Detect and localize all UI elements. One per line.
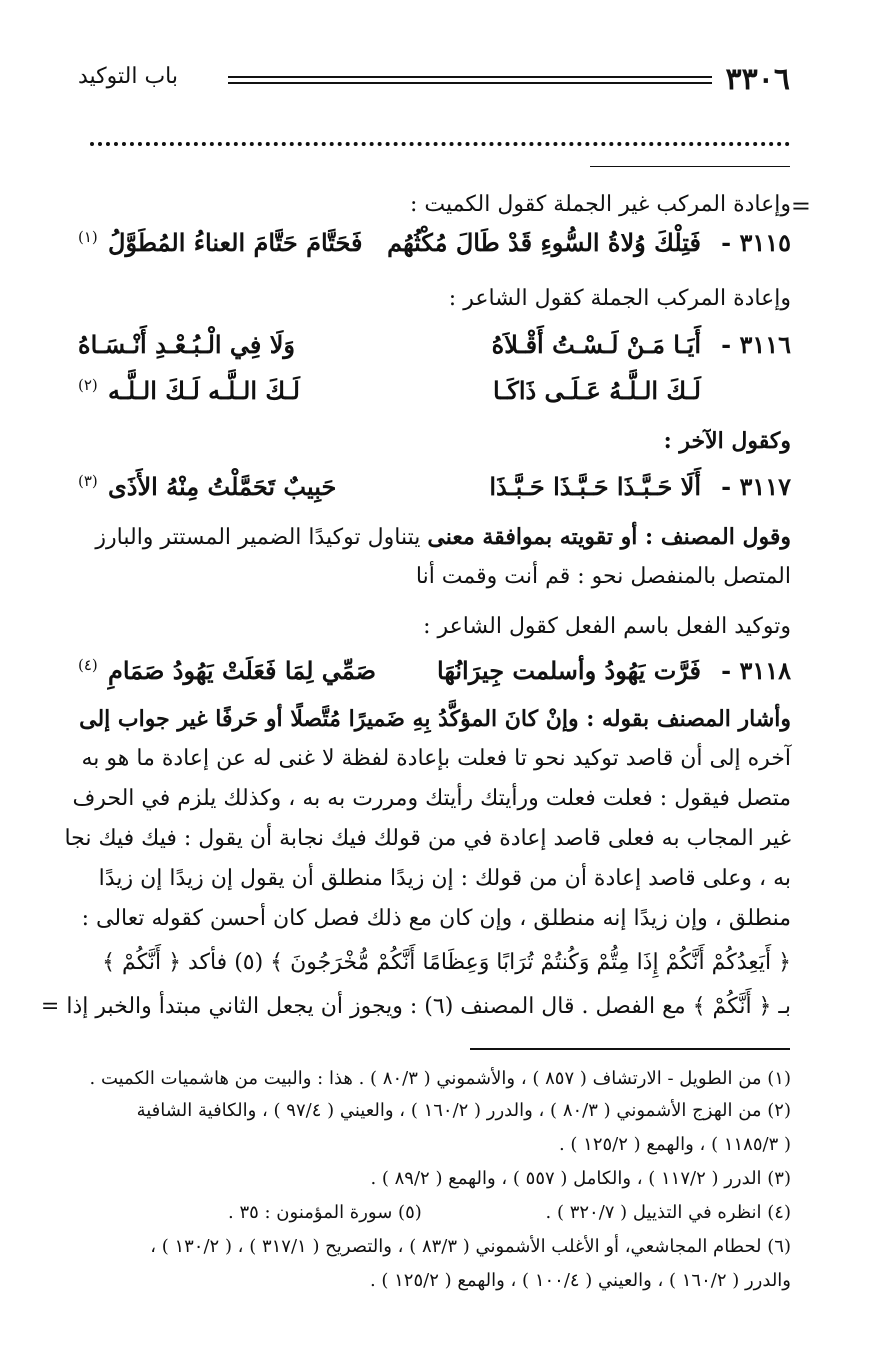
footnote-rule [470,1048,790,1050]
footnote: والدرر ( ١٦٠/٢ ) ، والعيني ( ١٠٠/٤ ) ، والهمع ( ١٢٥/٢ ) . [369,1270,791,1291]
verse-hemistich: لَـكَ الـلَّـه لَـكَ الـلَّـه [108,376,300,405]
footnote: ( ١١٨٥/٣ ) ، والهمع ( ١٢٥/٢ ) . [558,1134,791,1155]
footnote-ref: (١) [78,228,98,246]
section-rule [590,166,790,167]
text-line: وتوكيد الفعل باسم الفعل كقول الشاعر : [423,614,791,639]
footnote: (٢) من الهزج الأشموني ( ٨٠/٣ ) ، والدرر ( ١٦٠/٢ ) ، والعيني ( ٩٧/٤ ) ، والكافية الشافية [136,1100,791,1121]
dotted-separator [90,142,790,146]
footnote-ref: (٤) [78,656,98,674]
verse-hemistich: فَتِلْكَ وُلاةُ السُّوءِ قَدْ طَالَ مُكْثُهُم [387,228,701,257]
verse-3116 [78,330,791,366]
text-line: بـ ﴿ أَنَّكُمْ ﴾ مع الفصل . قال المصنف (٦) : ويجوز أن يجعل الثاني مبتدأ والخبر إذا = [40,994,791,1019]
running-head [78,62,790,102]
verse-3117 [78,472,791,508]
text-line: وإعادة المركب الجملة كقول الشاعر : [448,286,791,311]
text-line: وإعادة المركب غير الجملة كقول الكميت : [410,192,791,217]
verse-hemistich: وَلَا فِي الْـبُـعْـدِ أَنْـسَـاهُ [78,330,296,359]
author-quote: وقول المصنف : أو تقويته بموافقة معنى [427,524,791,550]
verse-hemistich: حَبِيبٌ تَحَمَّلْتُ مِنْهُ الأَذَى [108,472,337,501]
header-rule [228,82,712,84]
text-line: المتصل بالمنفصل نحو : قم أنت وقمت أنا [415,564,791,589]
verse-hemistich: صَمِّي لِمَا فَعَلَتْ يَهُودُ صَمَامِ [108,656,376,685]
verse-hemistich: أَيَـا مَـنْ لَـسْـتُ أَقْـلاَهُ [491,330,701,359]
text-line [78,522,791,553]
text-line: متصل فيقول : فعلت فعلت ورأيتك رأيتك ومررت به به ، وكذلك يلزم في الحرف [72,786,791,811]
verse-hemistich: أَلَا حَـبَّـذَا حَـبَّـذَا حَـبَّـذَا [489,472,701,501]
text-segment: يتناول توكيدًا الضمير المستتر والبارز [95,525,421,550]
verse-3115 [78,228,791,264]
verse-number: ٣١١٨ - [721,656,791,685]
footnote: (٦) لحطام المجاشعي، أو الأغلب الأشموني ( ٨٣/٣ ) ، والتصريح ( ٣١٧/١ ) ، ( ١٣٠/٢ ) ، [150,1236,791,1257]
footnote: (٣) الدرر ( ١١٧/٢ ) ، والكامل ( ٥٥٧ ) ، والهمع ( ٨٩/٢ ) . [370,1168,791,1189]
text-line: به ، وعلى قاصد إعادة أن من قولك : إن زيدًا منطلق أن يقول إن زيدًا إن زيدًا [98,866,791,891]
verse-number: ٣١١٧ - [721,472,791,501]
verse-3118 [78,656,791,692]
quran-quote-line: ﴿ أَيَعِدُكُمْ أَنَّكُمْ إِذَا مِتُّمْ وَكُنتُمْ تُرَابًا وَعِظَامًا أَنَّكُمْ مُّخْرَجُونَ ﴾ (٥) فأكد ﴿ أَنَّكُمْ ﴾ [102,950,791,975]
verse-number: ٣١١٥ - [721,228,791,257]
footnote-ref: (٢) [78,376,98,394]
text-line: غير المجاب به فعلى قاصد إعادة في من قولك فيك نجابة أن يقول : فيك فيك نجا [64,826,791,851]
footnote-ref: (٣) [78,472,98,490]
footnote: (١) من الطويل - الارتشاف ( ٨٥٧ ) ، والأشموني ( ٨٠/٣ ) . هذا : والبيت من هاشميات الكميت . [89,1068,791,1089]
chapter-title: باب التوكيد [78,64,179,89]
text-line: وأشار المصنف بقوله : وإنْ كانَ المؤكَّدُ بِهِ ضَميرًا مُتَّصلًا أو حَرفًا غير جواب إلى [79,706,791,732]
footnote-pair [78,1200,791,1226]
verse-hemistich: فَرَّت يَهُودُ وأسلمت جِيرَانُهَا [437,656,701,685]
verse-3116-line2 [78,376,791,412]
footnote: (٤) انظره في التذييل ( ٣٢٠/٧ ) . [545,1202,791,1223]
page-number: ٣٣٠٦ [725,62,790,97]
verse-number: ٣١١٦ - [721,330,791,359]
footnote: (٥) سورة المؤمنون : ٣٥ . [228,1202,422,1223]
header-rule [228,76,712,78]
verse-hemistich: لَـكَ الـلَّـهُ عَـلَـى ذَاكَـا [493,376,701,405]
text-line: آخره إلى أن قاصد توكيد نحو تا فعلت بإعادة لفظة لا غنى له عن إعادة ما هو به [81,746,791,771]
text-line: منطلق ، وإن زيدًا إنه منطلق ، وإن كان مع ذلك فصل كان أحسن كقوله تعالى : [81,906,791,931]
verse-hemistich: فَحَتَّامَ حَتَّامَ العناءُ المُطَوَّلُ [108,228,363,257]
text-line: وكقول الآخر : [663,428,791,454]
continuation-mark: = [790,192,811,220]
